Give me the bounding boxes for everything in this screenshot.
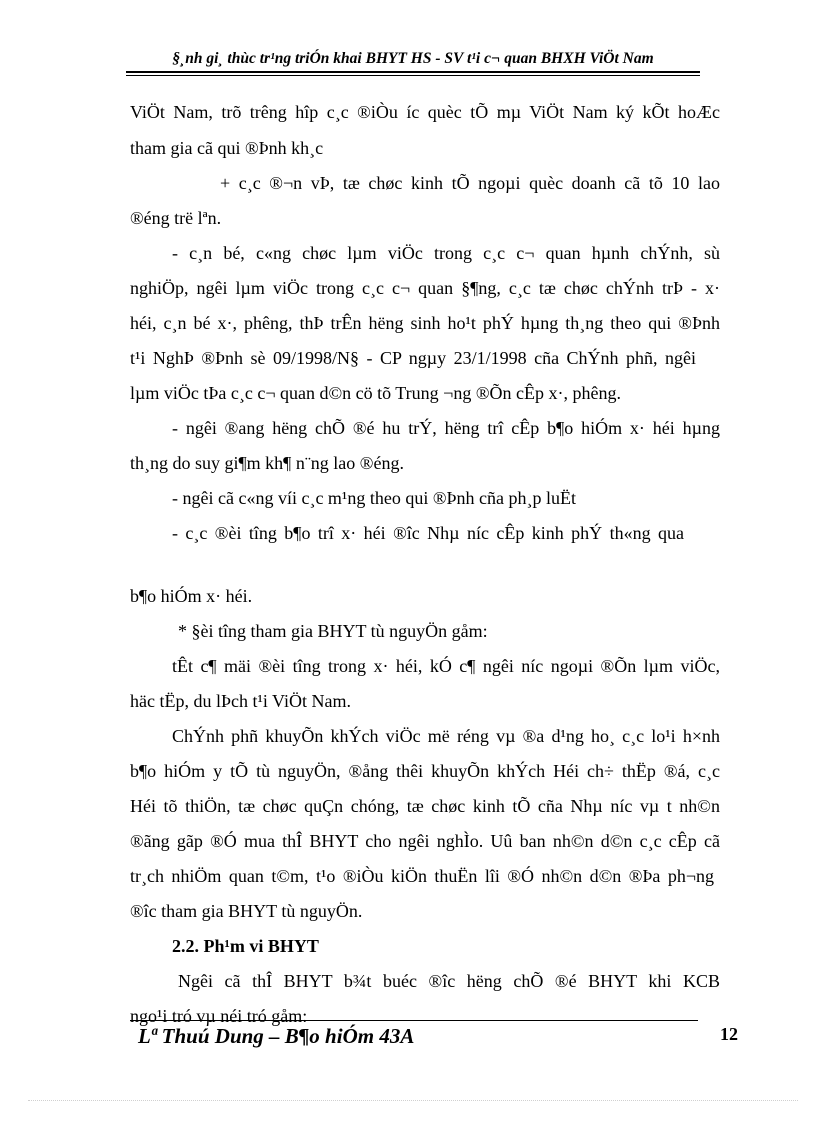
text-line: + c¸c ®¬n vÞ, tæ chøc kinh tÕ ngoµi quèc doanh cã tõ 10 lao: [220, 173, 720, 193]
text-line: Héi tõ thiÖn, tæ chøc quÇn chóng, tæ chøc kinh tÕ cña Nhµ níc vµ t nh©n: [130, 796, 720, 816]
running-header: §¸nh gi¸ thùc tr¹ng triÓn khai BHYT HS - SV t¹i c¬ quan BHXH ViÖt Nam: [172, 50, 654, 67]
page-number: 12: [720, 1024, 738, 1044]
text-line: ngo¹i tró vµ néi tró gåm:: [130, 1006, 308, 1026]
text-line: th¸ng do suy gi¶m kh¶ n¨ng lao ®éng.: [130, 453, 404, 473]
text-line: - c¸c ®èi tîng b¶o trî x· héi ®îc Nhµ níc cÊp kinh phÝ th«ng qua: [172, 523, 684, 543]
text-line: tham gia cã qui ®Þnh kh¸c: [130, 138, 324, 158]
text-line: Ngêi cã thÎ BHYT b¾t buéc ®îc hëng chÕ ®é BHYT khi KCB: [178, 971, 720, 991]
text-line: - ngêi cã c«ng víi c¸c m¹ng theo qui ®Þnh cña ph¸p luËt: [172, 488, 576, 508]
text-line: häc tËp, du lÞch t¹i ViÖt Nam.: [130, 691, 351, 711]
text-line: nghiÖp, ngêi lµm viÖc trong c¸c c¬ quan §¶ng, c¸c tæ chøc chÝnh trÞ - x·: [130, 278, 720, 298]
text-line: ViÖt Nam, trõ trêng hîp c¸c ®iÒu íc quèc tÕ mµ ViÖt Nam ký kÕt hoÆc: [130, 102, 720, 122]
text-line: - ngêi ®ang hëng chÕ ®é hu trÝ, hëng trî cÊp b¶o hiÓm x· héi hµng: [172, 418, 720, 438]
footer-author: Lª Thuú Dung – B¶o hiÓm 43A: [138, 1024, 415, 1048]
text-line: b¶o hiÓm x· héi.: [130, 586, 253, 606]
text-line: ®ãng gãp ®Ó mua thÎ BHYT cho ngêi nghÌo. Uû ban nh©n d©n c¸c cÊp cã: [130, 831, 720, 851]
text-line: b¶o hiÓm y tÕ tù nguyÖn, ®ång thêi khuyÕn khÝch Héi ch÷ thËp ®á, c¸c: [130, 761, 720, 781]
page-edge-dots: [28, 1100, 798, 1101]
text-line: t¹i NghÞ ®Þnh sè 09/1998/N§ - CP ngµy 23/1/1998 cña ChÝnh phñ, ngêi: [130, 348, 696, 368]
text-line: ChÝnh phñ khuyÕn khÝch viÖc më réng vµ ®a d¹ng ho¸ c¸c lo¹i h×nh: [172, 726, 720, 746]
text-line: tr¸ch nhiÖm quan t©m, t¹o ®iÒu kiÖn thuËn lîi ®Ó nh©n d©n ®Þa ph¬ng: [130, 866, 714, 886]
text-line: * §èi tîng tham gia BHYT tù nguyÖn gåm:: [178, 621, 488, 641]
header-rule: [126, 71, 700, 73]
footer-rule: [130, 1020, 698, 1021]
section-heading: 2.2. Ph¹m vi BHYT: [172, 936, 319, 956]
text-line: héi, c¸n bé x·, phêng, thÞ trÊn hëng sinh ho¹t phÝ hµng th¸ng theo qui ®Þnh: [130, 313, 720, 333]
header-rule-thin: [126, 75, 700, 76]
text-line: - c¸n bé, c«ng chøc lµm viÖc trong c¸c c¬ quan hµnh chÝnh, sù: [172, 243, 720, 263]
text-line: ®îc tham gia BHYT tù nguyÖn.: [130, 901, 363, 921]
text-line: tÊt c¶ mäi ®èi tîng trong x· héi, kÓ c¶ ngêi níc ngoµi ®Õn lµm viÖc,: [172, 656, 720, 676]
text-line: ®éng trë lªn.: [130, 208, 222, 228]
text-line: lµm viÖc tÞa c¸c c¬ quan d©n cö tõ Trung ¬ng ®Õn cÊp x·, phêng.: [130, 383, 621, 403]
